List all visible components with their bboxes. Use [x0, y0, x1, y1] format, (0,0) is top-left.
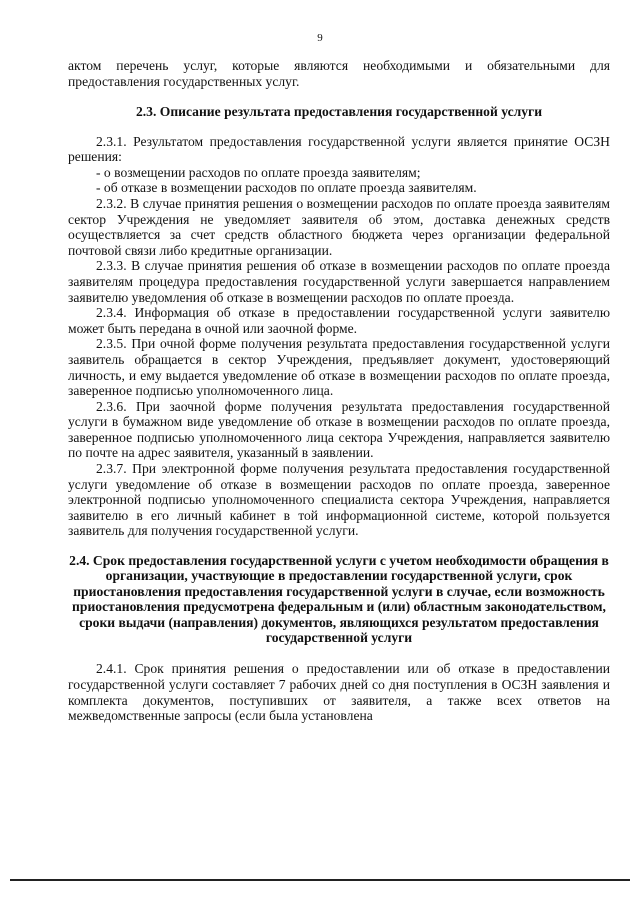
- paragraph-2-3-2: 2.3.2. В случае принятия решения о возмещении расходов по оплате проезда заявителям сектор Учреждения не уведомляет заявителя об этом, доставка денежных средств осуществляется за счет средств областного бюджета через организации федеральной почтовой связи либо кредитные организации.: [68, 195, 610, 258]
- paragraph-2-3-7: 2.3.7. При электронной форме получения результата предоставления государственной услуги уведомление об отказе в возмещении расходов по оплате проезда, заверенное электронной подписью уполномоченного специалиста сектора Учреждения, направляется заявителю в его личный кабинет в той информационной системе, которой пользуется заявитель для получения государственной услуги.: [68, 461, 610, 539]
- paragraph-2-3-3: 2.3.3. В случае принятия решения об отказе в возмещении расходов по оплате проезда заявителям процедура предоставления государственной услуги завершается направлением заявителю уведомления об отказе в возмещении расходов по оплате проезда.: [68, 258, 610, 305]
- list-item-reimbursement: - о возмещении расходов по оплате проезда заявителям;: [96, 164, 421, 180]
- intro-paragraph: актом перечень услуг, которые являются необходимыми и обязательными для предоставления государственных услуг.: [68, 58, 610, 89]
- document-body: [68, 58, 610, 724]
- list-item-refusal: - об отказе в возмещении расходов по оплате проезда заявителям.: [96, 180, 477, 196]
- page-number: 9: [317, 32, 323, 44]
- paragraph-2-3-6: 2.3.6. При заочной форме получения результата предоставления государственной услуги в бумажном виде уведомление об отказе в возмещении расходов по оплате проезда, заверенное подписью уполномоченного лица сектора Учреждения, направляется заявителю по почте на адрес заявителя, указанный в заявлении.: [68, 398, 610, 461]
- paragraph-2-3-1: 2.3.1. Результатом предоставления государственной услуги является принятие ОСЗН решения:: [68, 133, 610, 165]
- section-2-3-heading: 2.3. Описание результата предоставления государственной услуги: [135, 104, 543, 120]
- paragraph-2-4-1: 2.4.1. Срок принятия решения о предоставлении или об отказе в предоставлении государственной услуги составляет 7 рабочих дней со дня поступления в ОСЗН заявления и комплекта документов, поступивших от заявителя, а также всех ответов на межведомственные запросы (если была установлена: [68, 661, 610, 724]
- bottom-border-line: [10, 879, 630, 881]
- paragraph-2-3-4: 2.3.4. Информация об отказе в предоставлении государственной услуги заявителю может быть передана в очной или заочной форме.: [68, 305, 610, 336]
- paragraph-2-3-5: 2.3.5. При очной форме получения результата предоставления государственной услуги заявитель обращается в сектор Учреждения, предъявляет документ, удостоверяющий личность, и ему выдается уведомление об отказе в возмещении расходов по оплате проезда, заверенное подписью уполномоченного лица.: [68, 336, 610, 399]
- section-2-4-heading: 2.4. Срок предоставления государственной услуги с учетом необходимости обращения в организации, участвующие в предоставлении государственной услуги, срок приостановления предоставления государственной услуги в случае, если возможность приостановления предусмотрена федеральным и (или) областным законодательством, сроки выдачи (направления) документов, являющихся результатом предоставления государственной услуги: [69, 553, 609, 646]
